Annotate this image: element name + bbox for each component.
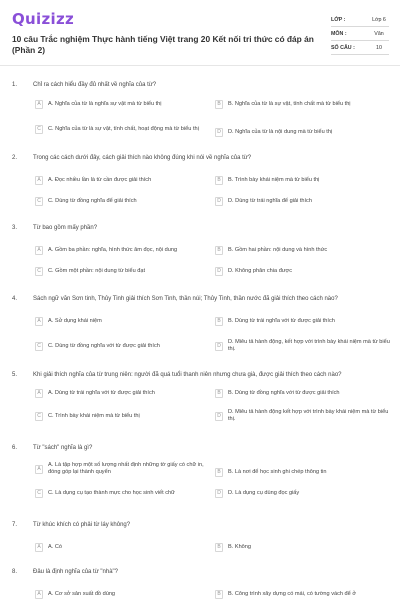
option-letter: B bbox=[215, 176, 223, 185]
worksheet-title: 10 câu Trắc nghiệm Thực hành tiếng Việt trang 20 Kết nối tri thức có đáp án (Phần 2) bbox=[12, 34, 314, 55]
option-b[interactable] bbox=[215, 317, 390, 326]
option-c[interactable] bbox=[35, 197, 210, 206]
option-a[interactable] bbox=[35, 100, 210, 109]
question-item bbox=[0, 225, 400, 285]
option-letter: D bbox=[215, 489, 223, 498]
option-letter: D bbox=[215, 128, 223, 137]
option-letter: B bbox=[215, 389, 223, 398]
question-item bbox=[0, 522, 400, 562]
option-a[interactable] bbox=[35, 462, 210, 476]
option-text: C. Gồm một phần: nội dung từ biểu đạt bbox=[48, 268, 146, 274]
question-number: 1. bbox=[12, 82, 18, 88]
question-text: Từ khúc khích có phải từ láy không? bbox=[33, 522, 131, 528]
option-a[interactable] bbox=[35, 389, 210, 398]
option-a[interactable] bbox=[35, 543, 210, 552]
option-letter: D bbox=[215, 412, 223, 421]
meta-row-grade bbox=[331, 13, 389, 27]
question-text: Chỉ ra cách hiểu đầy đủ nhất về nghĩa của từ? bbox=[33, 82, 157, 88]
meta-value: Lớp 6 bbox=[372, 16, 386, 23]
option-letter: A bbox=[35, 317, 43, 326]
question-number: 6. bbox=[12, 445, 18, 451]
option-b[interactable] bbox=[215, 590, 390, 599]
option-letter: A bbox=[35, 100, 43, 109]
option-b[interactable] bbox=[215, 468, 390, 477]
option-text: C. Dùng từ đồng nghĩa để giải thích bbox=[48, 198, 137, 204]
option-c[interactable] bbox=[35, 267, 210, 276]
question-text: Sách ngữ văn Sơn tinh, Thủy Tinh giải thích Sơn Tinh, thần núi; Thủy Tinh, thần nước đã giải thích theo cách nào? bbox=[33, 296, 338, 302]
question-text: Trong các cách dưới đây, cách giải thích nào không đúng khi nói về nghĩa của từ? bbox=[33, 155, 252, 161]
option-letter: B bbox=[215, 543, 223, 552]
option-a[interactable] bbox=[35, 317, 210, 326]
question-item bbox=[0, 569, 400, 600]
option-a[interactable] bbox=[35, 246, 210, 255]
option-c[interactable] bbox=[35, 342, 210, 351]
option-text: A. Là tập hợp một số lượng nhất định những tờ giấy có chữ in, đóng góp lại thành quyển bbox=[48, 462, 204, 475]
option-b[interactable] bbox=[215, 100, 390, 109]
question-text: Từ "sách" nghĩa là gì? bbox=[33, 445, 93, 451]
option-d[interactable] bbox=[215, 197, 390, 206]
option-text: B. Là nơi để học sinh ghi chép thông tin bbox=[228, 469, 327, 475]
option-text: C. Nghĩa của từ là sự vật, tính chất, hoạt động mà từ biểu thị bbox=[48, 126, 199, 132]
option-text: A. Gồm ba phần: nghĩa, hình thức âm đọc, nội dung bbox=[48, 247, 178, 253]
option-letter: A bbox=[35, 590, 43, 599]
option-letter: C bbox=[35, 342, 43, 351]
option-letter: C bbox=[35, 125, 43, 134]
option-letter: D bbox=[215, 342, 223, 351]
option-text: D. Là dụng cụ dùng đọc giấy bbox=[228, 490, 300, 496]
option-letter: A bbox=[35, 389, 43, 398]
meta-table bbox=[331, 13, 389, 55]
option-letter: B bbox=[215, 468, 223, 477]
option-text: A. Nghĩa của từ là nghĩa sự vật mà từ biểu thị bbox=[48, 101, 162, 107]
option-text: B. Công trình xây dựng có mái, có tường vách để ở bbox=[228, 591, 357, 597]
option-text: B. Trình bày khái niệm mà từ biểu thị bbox=[228, 177, 320, 183]
option-letter: B bbox=[215, 317, 223, 326]
question-number: 4. bbox=[12, 296, 18, 302]
option-c[interactable] bbox=[35, 125, 210, 134]
meta-row-subject bbox=[331, 27, 389, 41]
question-text: Đâu là định nghĩa của từ "nhà"? bbox=[33, 569, 119, 575]
option-text: A. Sử dụng khái niệm bbox=[48, 318, 102, 324]
option-text: B. Dùng từ đồng nghĩa với từ được giải thích bbox=[228, 390, 340, 396]
meta-label: MÔN : bbox=[331, 30, 347, 37]
option-d[interactable] bbox=[215, 267, 390, 276]
question-number: 2. bbox=[12, 155, 18, 161]
question-item bbox=[0, 296, 400, 366]
option-text: D. Nghĩa của từ là nội dung mà từ biểu thị bbox=[228, 129, 333, 135]
question-text: Khi giải thích nghĩa của từ trung niên: người đã quá tuổi thanh niên nhưng chưa già, được giải thích theo cách nào? bbox=[33, 372, 342, 378]
option-b[interactable] bbox=[215, 543, 390, 552]
option-letter: A bbox=[35, 176, 43, 185]
question-text: Từ bao gồm mấy phần? bbox=[33, 225, 98, 231]
question-item bbox=[0, 82, 400, 142]
option-letter: A bbox=[35, 543, 43, 552]
option-letter: A bbox=[35, 246, 43, 255]
option-c[interactable] bbox=[35, 412, 210, 421]
option-d[interactable] bbox=[215, 409, 390, 423]
question-item bbox=[0, 155, 400, 215]
question-item bbox=[0, 445, 400, 515]
option-text: D. Dùng từ trái nghĩa để giải thích bbox=[228, 198, 312, 204]
option-d[interactable] bbox=[215, 128, 390, 137]
option-letter: C bbox=[35, 267, 43, 276]
option-a[interactable] bbox=[35, 176, 210, 185]
meta-value: Văn bbox=[374, 30, 384, 37]
option-text: A. Có bbox=[48, 544, 62, 550]
worksheet-header bbox=[0, 0, 400, 60]
option-d[interactable] bbox=[215, 489, 390, 498]
question-number: 5. bbox=[12, 372, 18, 378]
option-text: A. Đọc nhiều lần là từ cần được giải thích bbox=[48, 177, 152, 183]
option-text: D. Miêu tả hành động, kết hợp với trình bày khái niệm mà từ biểu thị. bbox=[228, 339, 390, 352]
option-text: C. Là dụng cụ tạo thành mực cho học sinh viết chữ bbox=[48, 490, 175, 496]
option-letter: D bbox=[215, 267, 223, 276]
option-text: D. Miêu tả hành động kết hợp với trình bày khái niệm mà từ biểu thị. bbox=[228, 409, 389, 422]
question-number: 7. bbox=[12, 522, 18, 528]
meta-value: 10 bbox=[376, 44, 382, 51]
option-text: B. Nghĩa của từ là sự vật, tính chất mà từ biểu thị bbox=[228, 101, 351, 107]
option-letter: D bbox=[215, 197, 223, 206]
meta-row-count bbox=[331, 41, 389, 55]
option-letter: C bbox=[35, 197, 43, 206]
question-number: 3. bbox=[12, 225, 18, 231]
option-letter: C bbox=[35, 412, 43, 421]
option-letter: B bbox=[215, 590, 223, 599]
question-item bbox=[0, 372, 400, 442]
option-letter: A bbox=[35, 465, 43, 474]
header-divider bbox=[0, 65, 400, 66]
option-letter: B bbox=[215, 246, 223, 255]
option-letter: B bbox=[215, 100, 223, 109]
option-text: A. Dùng từ trái nghĩa với từ được giải thích bbox=[48, 390, 155, 396]
option-a[interactable] bbox=[35, 590, 210, 599]
option-b[interactable] bbox=[215, 246, 390, 255]
option-text: B. Dùng từ trái nghĩa với từ được giải thích bbox=[228, 318, 335, 324]
option-text: B. Gồm hai phần: nội dung và hình thức bbox=[228, 247, 328, 253]
meta-label: LỚP : bbox=[331, 16, 346, 23]
option-b[interactable] bbox=[215, 389, 390, 398]
option-text: C. Trình bày khái niệm mà từ biểu thị bbox=[48, 413, 140, 419]
option-text: B. Không bbox=[228, 544, 252, 550]
option-c[interactable] bbox=[35, 489, 210, 498]
option-d[interactable] bbox=[215, 339, 390, 353]
option-letter: C bbox=[35, 489, 43, 498]
option-text: D. Không phân chia được bbox=[228, 268, 293, 274]
question-number: 8. bbox=[12, 569, 18, 575]
option-b[interactable] bbox=[215, 176, 390, 185]
option-text: C. Dùng từ đồng nghĩa với từ được giải thích bbox=[48, 343, 160, 349]
option-text: A. Cơ sở sản xuất đồ dùng bbox=[48, 591, 116, 597]
quizizz-logo: Quizizz bbox=[12, 10, 75, 28]
meta-label: SỐ CÂU : bbox=[331, 44, 355, 51]
